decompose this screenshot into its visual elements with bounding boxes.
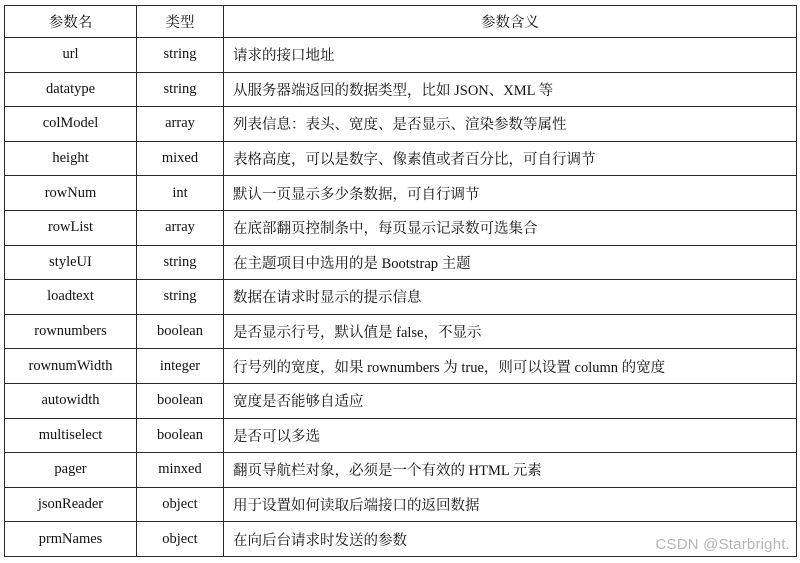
table-row [5, 72, 797, 107]
param-type-cell: array [137, 210, 224, 245]
param-desc-cell: 行号列的宽度，如果 rownumbers 为 true，则可以设置 column 的宽度 [224, 349, 797, 384]
param-desc-cell: 从服务器端返回的数据类型，比如 JSON、XML 等 [224, 72, 797, 107]
table-row [5, 383, 797, 418]
param-type-cell: string [137, 38, 224, 73]
csdn-watermark: CSDN @Starbright. [655, 536, 790, 553]
param-desc-cell: 用于设置如何读取后端接口的返回数据 [224, 487, 797, 522]
param-desc-cell: 在向后台请求时发送的参数 [224, 522, 797, 557]
param-type-cell: boolean [137, 314, 224, 349]
table-row [5, 453, 797, 488]
param-type-cell: int [137, 176, 224, 211]
param-name-cell: rowNum [5, 176, 137, 211]
param-name-cell: height [5, 141, 137, 176]
param-name-cell: loadtext [5, 280, 137, 315]
table-row [5, 487, 797, 522]
param-name-cell: url [5, 38, 137, 73]
table-row [5, 280, 797, 315]
param-type-cell: array [137, 107, 224, 142]
param-desc-cell: 是否可以多选 [224, 418, 797, 453]
param-desc-cell: 默认一页显示多少条数据，可自行调节 [224, 176, 797, 211]
table-row [5, 38, 797, 73]
parameter-table [4, 5, 797, 557]
table-row [5, 245, 797, 280]
table-row [5, 349, 797, 384]
parameter-table-body [5, 38, 797, 557]
param-type-cell: object [137, 522, 224, 557]
param-type-cell: string [137, 280, 224, 315]
param-desc-cell: 翻页导航栏对象，必须是一个有效的 HTML 元素 [224, 453, 797, 488]
param-name-cell: rowList [5, 210, 137, 245]
param-type-cell: object [137, 487, 224, 522]
param-name-cell: autowidth [5, 383, 137, 418]
table-row [5, 210, 797, 245]
param-name-cell: jsonReader [5, 487, 137, 522]
param-desc-cell: 在主题项目中选用的是 Bootstrap 主题 [224, 245, 797, 280]
param-name-cell: datatype [5, 72, 137, 107]
header-param-name: 参数名 [5, 6, 137, 38]
param-type-cell: minxed [137, 453, 224, 488]
table-row [5, 141, 797, 176]
param-type-cell: boolean [137, 383, 224, 418]
param-desc-cell: 在底部翻页控制条中，每页显示记录数可选集合 [224, 210, 797, 245]
table-row [5, 418, 797, 453]
header-meaning: 参数含义 [224, 6, 797, 38]
param-name-cell: colModel [5, 107, 137, 142]
header-row [5, 6, 797, 38]
param-desc-cell: 数据在请求时显示的提示信息 [224, 280, 797, 315]
param-type-cell: boolean [137, 418, 224, 453]
table-row [5, 176, 797, 211]
param-name-cell: multiselect [5, 418, 137, 453]
header-type: 类型 [137, 6, 224, 38]
param-desc-cell: 表格高度，可以是数字、像素值或者百分比，可自行调节 [224, 141, 797, 176]
param-name-cell: styleUI [5, 245, 137, 280]
param-desc-cell: 请求的接口地址 [224, 38, 797, 73]
param-type-cell: mixed [137, 141, 224, 176]
table-row [5, 107, 797, 142]
param-type-cell: string [137, 72, 224, 107]
param-desc-cell: 是否显示行号，默认值是 false，不显示 [224, 314, 797, 349]
param-name-cell: pager [5, 453, 137, 488]
param-desc-cell: 宽度是否能够自适应 [224, 383, 797, 418]
table-row [5, 314, 797, 349]
param-name-cell: prmNames [5, 522, 137, 557]
param-name-cell: rownumWidth [5, 349, 137, 384]
param-name-cell: rownumbers [5, 314, 137, 349]
param-type-cell: string [137, 245, 224, 280]
param-type-cell: integer [137, 349, 224, 384]
param-desc-cell: 列表信息：表头、宽度、是否显示、渲染参数等属性 [224, 107, 797, 142]
